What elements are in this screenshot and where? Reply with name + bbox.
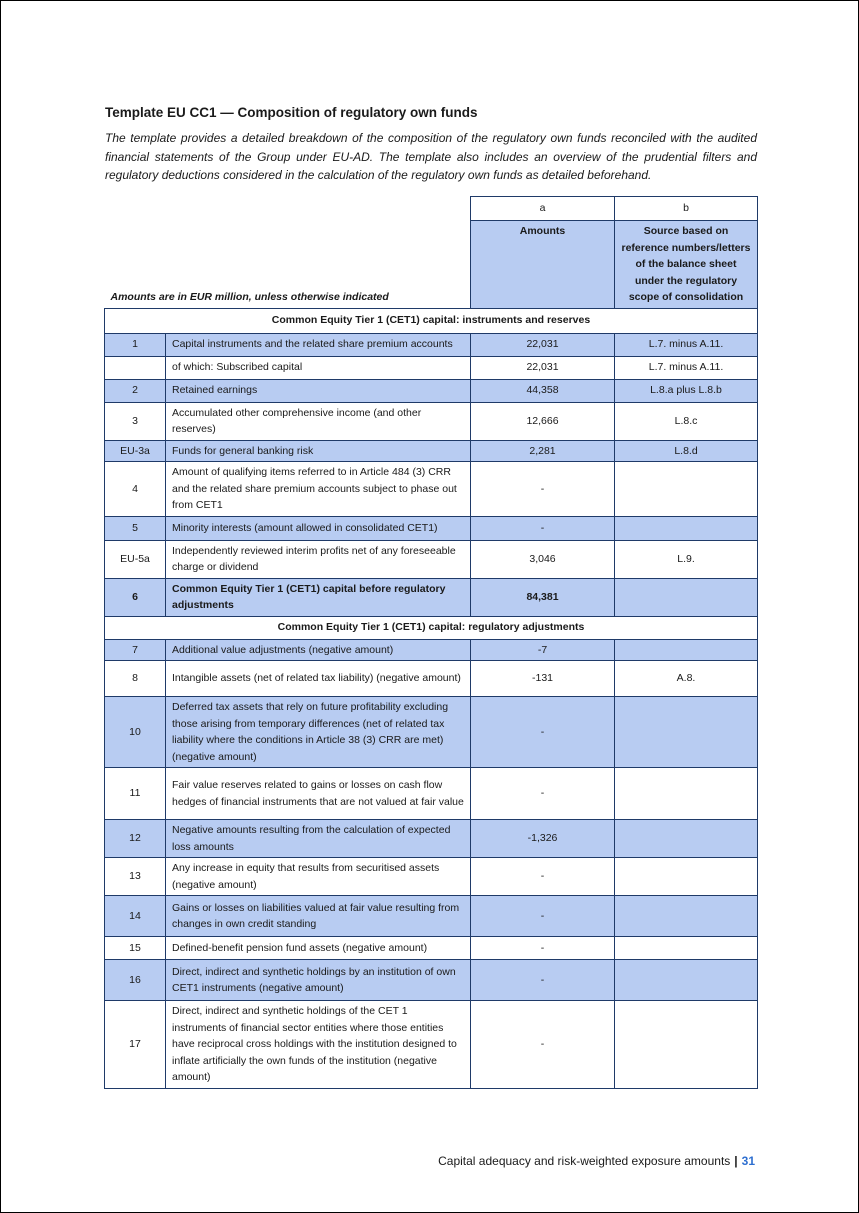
row-number: 4 — [105, 462, 166, 517]
row-source: L.7. minus A.11. — [615, 356, 758, 379]
intro-paragraph: The template provides a detailed breakdown of the composition of the regulatory own funds reconciled with the audited financial statements of the Group under EU-AD. The template also includes an overview of the prudential filters and regulatory deductions considered in the calculation of the regulatory own funds as detailed beforehand. — [105, 131, 757, 182]
row-description: Deferred tax assets that rely on future profitability excluding those arising from temporary differences (net of related tax liability where the conditions in Article 38 (3) CRR are met) (negative amount) — [166, 697, 471, 768]
row-source: L.7. minus A.11. — [615, 333, 758, 356]
row-number: 8 — [105, 661, 166, 697]
row-number: 16 — [105, 960, 166, 1001]
col-a-letter: a — [471, 197, 615, 221]
table-row — [105, 768, 758, 820]
table-row — [105, 1001, 758, 1089]
units-note: Amounts are in EUR million, unless otherwise indicated — [110, 291, 389, 303]
table-row — [105, 333, 758, 356]
row-description: Accumulated other comprehensive income (and other reserves) — [166, 402, 471, 440]
row-source — [615, 960, 758, 1001]
row-number: 3 — [105, 402, 166, 440]
row-amount: - — [471, 516, 615, 540]
row-description: Capital instruments and the related share premium accounts — [166, 333, 471, 356]
row-description: Funds for general banking risk — [166, 440, 471, 462]
row-amount: -1,326 — [471, 820, 615, 858]
section-header: Common Equity Tier 1 (CET1) capital: regulatory adjustments — [105, 616, 758, 639]
cc1-table — [104, 196, 758, 1089]
row-amount: - — [471, 697, 615, 768]
table-row — [105, 379, 758, 402]
row-source — [615, 462, 758, 517]
row-description: Additional value adjustments (negative amount) — [166, 639, 471, 661]
table-row — [105, 661, 758, 697]
row-description: Gains or losses on liabilities valued at fair value resulting from changes in own credit standing — [166, 896, 471, 937]
row-description: Defined-benefit pension fund assets (negative amount) — [166, 937, 471, 960]
row-amount: -7 — [471, 639, 615, 661]
row-description: Retained earnings — [166, 379, 471, 402]
row-description: Independently reviewed interim profits net of any foreseeable charge or dividend — [166, 540, 471, 578]
row-amount: 22,031 — [471, 356, 615, 379]
row-source — [615, 516, 758, 540]
row-source: L.8.d — [615, 440, 758, 462]
table-row — [105, 697, 758, 768]
row-amount: 12,666 — [471, 402, 615, 440]
table-row — [105, 820, 758, 858]
table-row — [105, 937, 758, 960]
row-amount: - — [471, 768, 615, 820]
row-source — [615, 896, 758, 937]
row-number: 7 — [105, 639, 166, 661]
table-row — [105, 960, 758, 1001]
table-row — [105, 540, 758, 578]
row-description: Fair value reserves related to gains or losses on cash flow hedges of financial instruments that are not valued at fair value — [166, 768, 471, 820]
row-description: Direct, indirect and synthetic holdings of the CET 1 instruments of financial sector entities where those entities have reciprocal cross holdings with the institution designed to inflate artificially the own funds of the institution (negative amount) — [166, 1001, 471, 1089]
table-row — [105, 858, 758, 896]
footer-separator: | — [734, 1154, 738, 1168]
row-description: Negative amounts resulting from the calculation of expected loss amounts — [166, 820, 471, 858]
row-source — [615, 820, 758, 858]
row-amount: - — [471, 1001, 615, 1089]
row-amount: - — [471, 896, 615, 937]
row-amount: 44,358 — [471, 379, 615, 402]
row-number: 11 — [105, 768, 166, 820]
row-source: A.8. — [615, 661, 758, 697]
row-source — [615, 639, 758, 661]
row-description: Amount of qualifying items referred to in Article 484 (3) CRR and the related share premium accounts subject to phase out from CET1 — [166, 462, 471, 517]
row-amount: - — [471, 858, 615, 896]
table-row — [105, 462, 758, 517]
section-header: Common Equity Tier 1 (CET1) capital: instruments and reserves — [105, 308, 758, 333]
row-source — [615, 768, 758, 820]
table-row — [105, 440, 758, 462]
row-number: 2 — [105, 379, 166, 402]
row-source — [615, 578, 758, 616]
page-number: 31 — [741, 1154, 755, 1168]
row-description: Common Equity Tier 1 (CET1) capital before regulatory adjustments — [166, 578, 471, 616]
row-description: Direct, indirect and synthetic holdings by an institution of own CET1 instruments (negative amount) — [166, 960, 471, 1001]
table-row — [105, 356, 758, 379]
row-source — [615, 858, 758, 896]
row-number: 5 — [105, 516, 166, 540]
row-amount: - — [471, 937, 615, 960]
row-amount: -131 — [471, 661, 615, 697]
col-b-header: Source based on reference numbers/letters of the balance sheet under the regulatory scope of consolidation — [615, 221, 758, 309]
row-source — [615, 937, 758, 960]
page-footer — [438, 1154, 755, 1168]
table-row — [105, 639, 758, 661]
row-number: EU-5a — [105, 540, 166, 578]
row-source — [615, 697, 758, 768]
table-row — [105, 516, 758, 540]
row-source: L.8.c — [615, 402, 758, 440]
row-amount: 2,281 — [471, 440, 615, 462]
row-number: 1 — [105, 333, 166, 356]
row-number: 17 — [105, 1001, 166, 1089]
row-description: of which: Subscribed capital — [166, 356, 471, 379]
col-a-header: Amounts — [471, 221, 615, 309]
row-number: 10 — [105, 697, 166, 768]
row-description: Minority interests (amount allowed in consolidated CET1) — [166, 516, 471, 540]
row-number: 14 — [105, 896, 166, 937]
row-amount: 22,031 — [471, 333, 615, 356]
row-source — [615, 1001, 758, 1089]
row-number: EU-3a — [105, 440, 166, 462]
row-amount: 3,046 — [471, 540, 615, 578]
table-row — [105, 578, 758, 616]
row-amount: 84,381 — [471, 578, 615, 616]
row-source: L.8.a plus L.8.b — [615, 379, 758, 402]
row-source: L.9. — [615, 540, 758, 578]
table-row — [105, 896, 758, 937]
row-number: 15 — [105, 937, 166, 960]
row-amount: - — [471, 462, 615, 517]
footer-text: Capital adequacy and risk-weighted exposure amounts — [438, 1154, 731, 1168]
row-number — [105, 356, 166, 379]
row-number: 12 — [105, 820, 166, 858]
table-row — [105, 402, 758, 440]
row-number: 13 — [105, 858, 166, 896]
row-description: Any increase in equity that results from securitised assets (negative amount) — [166, 858, 471, 896]
row-amount: - — [471, 960, 615, 1001]
row-number: 6 — [105, 578, 166, 616]
page-title: Template EU CC1 — Composition of regulatory own funds — [105, 105, 478, 120]
row-description: Intangible assets (net of related tax liability) (negative amount) — [166, 661, 471, 697]
col-b-letter: b — [615, 197, 758, 221]
